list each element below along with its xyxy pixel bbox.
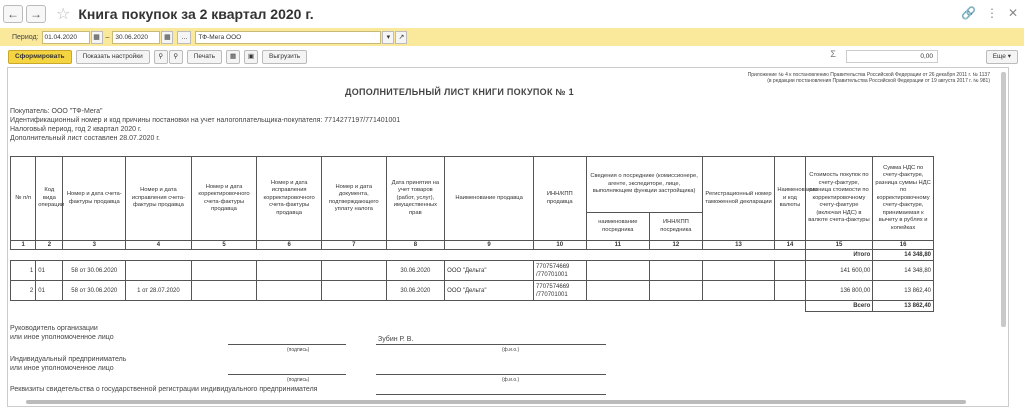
header-cell: № п/п [11,157,36,241]
column-number: 3 [63,241,126,250]
more-button[interactable]: Еще ▾ [986,50,1018,64]
row-number: 2 [11,281,36,301]
show-settings-button[interactable]: Показать настройки [76,50,150,64]
header-cell: Регистрационный номер таможенной декларации [702,157,775,241]
link-icon[interactable]: 🔗 [960,6,976,20]
column-number: 13 [702,241,775,250]
window-title: Книга покупок за 2 квартал 2020 г. [78,6,314,22]
calendar-to-icon[interactable]: ▦ [161,31,173,44]
header-cell: наименование посредника [586,213,650,241]
title-bar [0,0,1024,28]
header-cell: Дата принятия на учет товаров (работ, услуг), имущественных прав [386,157,445,241]
header-cell: Номер и дата счета-фактуры продавца [63,157,126,241]
vsego-row [11,301,934,312]
accept-date: 30.06.2020 [386,261,445,281]
signature-line [228,344,346,345]
seller-name: ООО "Дельта" [445,281,534,301]
signature-line [228,374,346,375]
purchase-cost: 136 800,00 [805,281,873,301]
ip-signatory-label-2: или иное уполномоченное лицо [10,365,114,372]
vat-amount: 14 348,80 [873,261,934,281]
sum-field[interactable]: 0,00 [846,50,938,63]
header-cell: ИНН/КПП продавца [534,157,587,241]
column-number: 11 [586,241,650,250]
ip-signatory-label-1: Индивидуальный предприниматель [10,356,127,363]
header-cell: Номер и дата корректировочного счета-фактуры продавца [191,157,257,241]
requisites-line [376,394,606,395]
header-cell: Стоимость покупок по счету-фактуре, разница стоимости по корректировочному счету-фактуре (включая НДС) в валюте счета-фактуры [805,157,873,241]
signature-caption: (подпись) [287,347,310,353]
header-cell: Номер и дата исправления счета-фактуры продавца [126,157,192,241]
header-cell: Номер и дата исправления корректировочного счета-фактуры продавца [257,157,322,241]
itogo-row [11,250,934,261]
column-number: 2 [36,241,63,250]
appendix-line-1: Приложение № 4 к постановлению Правительства Российской Федерации от 26 декабря 2011 г. № 1137 [747,72,990,78]
head-signatory-label-2: или иное уполномоченное лицо [10,334,114,341]
column-number: 4 [126,241,192,250]
invoice-correction [126,261,192,281]
seller-inn: 7707574669 /770701001 [534,281,587,301]
header-cell: Код вида операции [36,157,63,241]
table-header-row [11,157,934,213]
column-number: 10 [534,241,587,250]
column-number: 9 [445,241,534,250]
close-icon[interactable]: ✕ [1007,6,1018,20]
head-signatory-name: Зубин Р. В. [378,336,414,343]
column-number: 15 [805,241,873,250]
buyer-line: Покупатель: ООО "ТФ-Мега" [10,108,103,115]
favorite-star-icon[interactable]: ☆ [56,6,71,23]
name-line [376,344,606,345]
invoice-number: 58 от 30.06.2020 [63,281,126,301]
date-from-input[interactable]: 01.04.2020 [42,31,90,44]
appendix-line-2: (в редакции постановления Правительства Российской Федерации от 19 августа 2017 г. № 981) [767,78,990,84]
print-preview-icon[interactable]: ▦ [226,50,240,64]
more-label: Еще [992,53,1006,60]
head-signatory-label-1: Руководитель организации [10,325,98,332]
invoice-number: 58 от 30.06.2020 [63,261,126,281]
column-number: 16 [873,241,934,250]
export-button[interactable]: Выгрузить [262,50,307,64]
table-row[interactable] [11,261,934,281]
fio-caption: (ф.и.о.) [502,347,520,353]
header-cell: Сумма НДС по счету-фактуре, разница суммы НДС по корректировочному счету-фактуре, принимаемая к вычету в рублях и копейках [873,157,934,241]
vsego-label: Всего [805,301,873,312]
purchase-ledger-table [10,156,934,312]
forward-button[interactable]: → [26,5,46,23]
seller-name: ООО "Дельта" [445,261,534,281]
vsego-value: 13 862,40 [873,301,934,312]
window-controls [961,6,1018,20]
vertical-scrollbar[interactable] [1001,72,1006,327]
chevron-down-icon[interactable]: ▾ [382,31,394,44]
ip-requisites-label: Реквизиты свидетельства о государственной регистрации индивидуального предпринимателя [10,386,318,393]
operation-code: 01 [36,281,63,301]
calendar-from-icon[interactable]: ▦ [91,31,103,44]
column-number: 14 [775,241,805,250]
column-numbers-row [11,241,934,250]
report-document[interactable] [7,67,1009,407]
more-menu-icon[interactable]: ⋮ [985,6,998,20]
inn-line: Идентификационный номер и код причины постановки на учет налогоплательщика-покупателя: 7714277197/771401001 [10,117,401,124]
horizontal-scrollbar[interactable] [26,400,966,404]
column-number: 1 [11,241,36,250]
report-title: ДОПОЛНИТЕЛЬНЫЙ ЛИСТ КНИГИ ПОКУПОК № 1 [345,87,574,97]
compiled-date-line: Дополнительный лист составлен 28.07.2020 г. [10,135,160,142]
column-number: 5 [191,241,257,250]
header-cell: ИНН/КПП посредника [650,213,703,241]
date-to-input[interactable]: 30.06.2020 [112,31,160,44]
period-bar: Период: 01.04.2020 ▦ – 30.06.2020 ▦ ... ТФ-Мега ООО ▾ ↗ [0,28,1024,46]
vat-amount: 13 862,40 [873,281,934,301]
header-cell: Номер и дата документа, подтверждающего уплату налога [321,157,386,241]
header-cell: Наименование продавца [445,157,534,241]
search-icon[interactable]: ⚲ [154,50,168,64]
period-label: Период: [12,33,39,41]
accept-date: 30.06.2020 [386,281,445,301]
purchase-cost: 141 600,00 [805,261,873,281]
seller-inn: 7707574669 /770701001 [534,261,587,281]
invoice-correction: 1 от 28.07.2020 [126,281,192,301]
itogo-label: Итого [805,250,873,261]
header-cell: Наименование и код валюты [775,157,805,241]
column-number: 7 [321,241,386,250]
search-replace-icon[interactable]: ⚲ [169,50,183,64]
period-select-button[interactable]: ... [177,31,191,44]
signature-caption: (подпись) [287,377,310,383]
column-number: 8 [386,241,445,250]
header-cell: Сведения о посреднике (комиссионере, агенте, экспедиторе, лице, выполняющем функции застройщика) [586,157,702,213]
column-number: 12 [650,241,703,250]
generate-button[interactable]: Сформировать [8,50,72,64]
sum-icon: Σ [830,49,836,59]
tax-period-line: Налоговый период, год 2 квартал 2020 г. [10,126,142,133]
name-line [376,374,606,375]
organization-select[interactable]: ТФ-Мега ООО [195,31,381,44]
open-icon[interactable]: ↗ [395,31,407,44]
row-number: 1 [11,261,36,281]
column-number: 6 [257,241,322,250]
itogo-value: 14 348,80 [873,250,934,261]
table-row[interactable] [11,281,934,301]
save-icon[interactable]: ▣ [244,50,258,64]
print-button[interactable]: Печать [187,50,222,64]
back-button[interactable]: ← [3,5,23,23]
fio-caption: (ф.и.о.) [502,377,520,383]
operation-code: 01 [36,261,63,281]
